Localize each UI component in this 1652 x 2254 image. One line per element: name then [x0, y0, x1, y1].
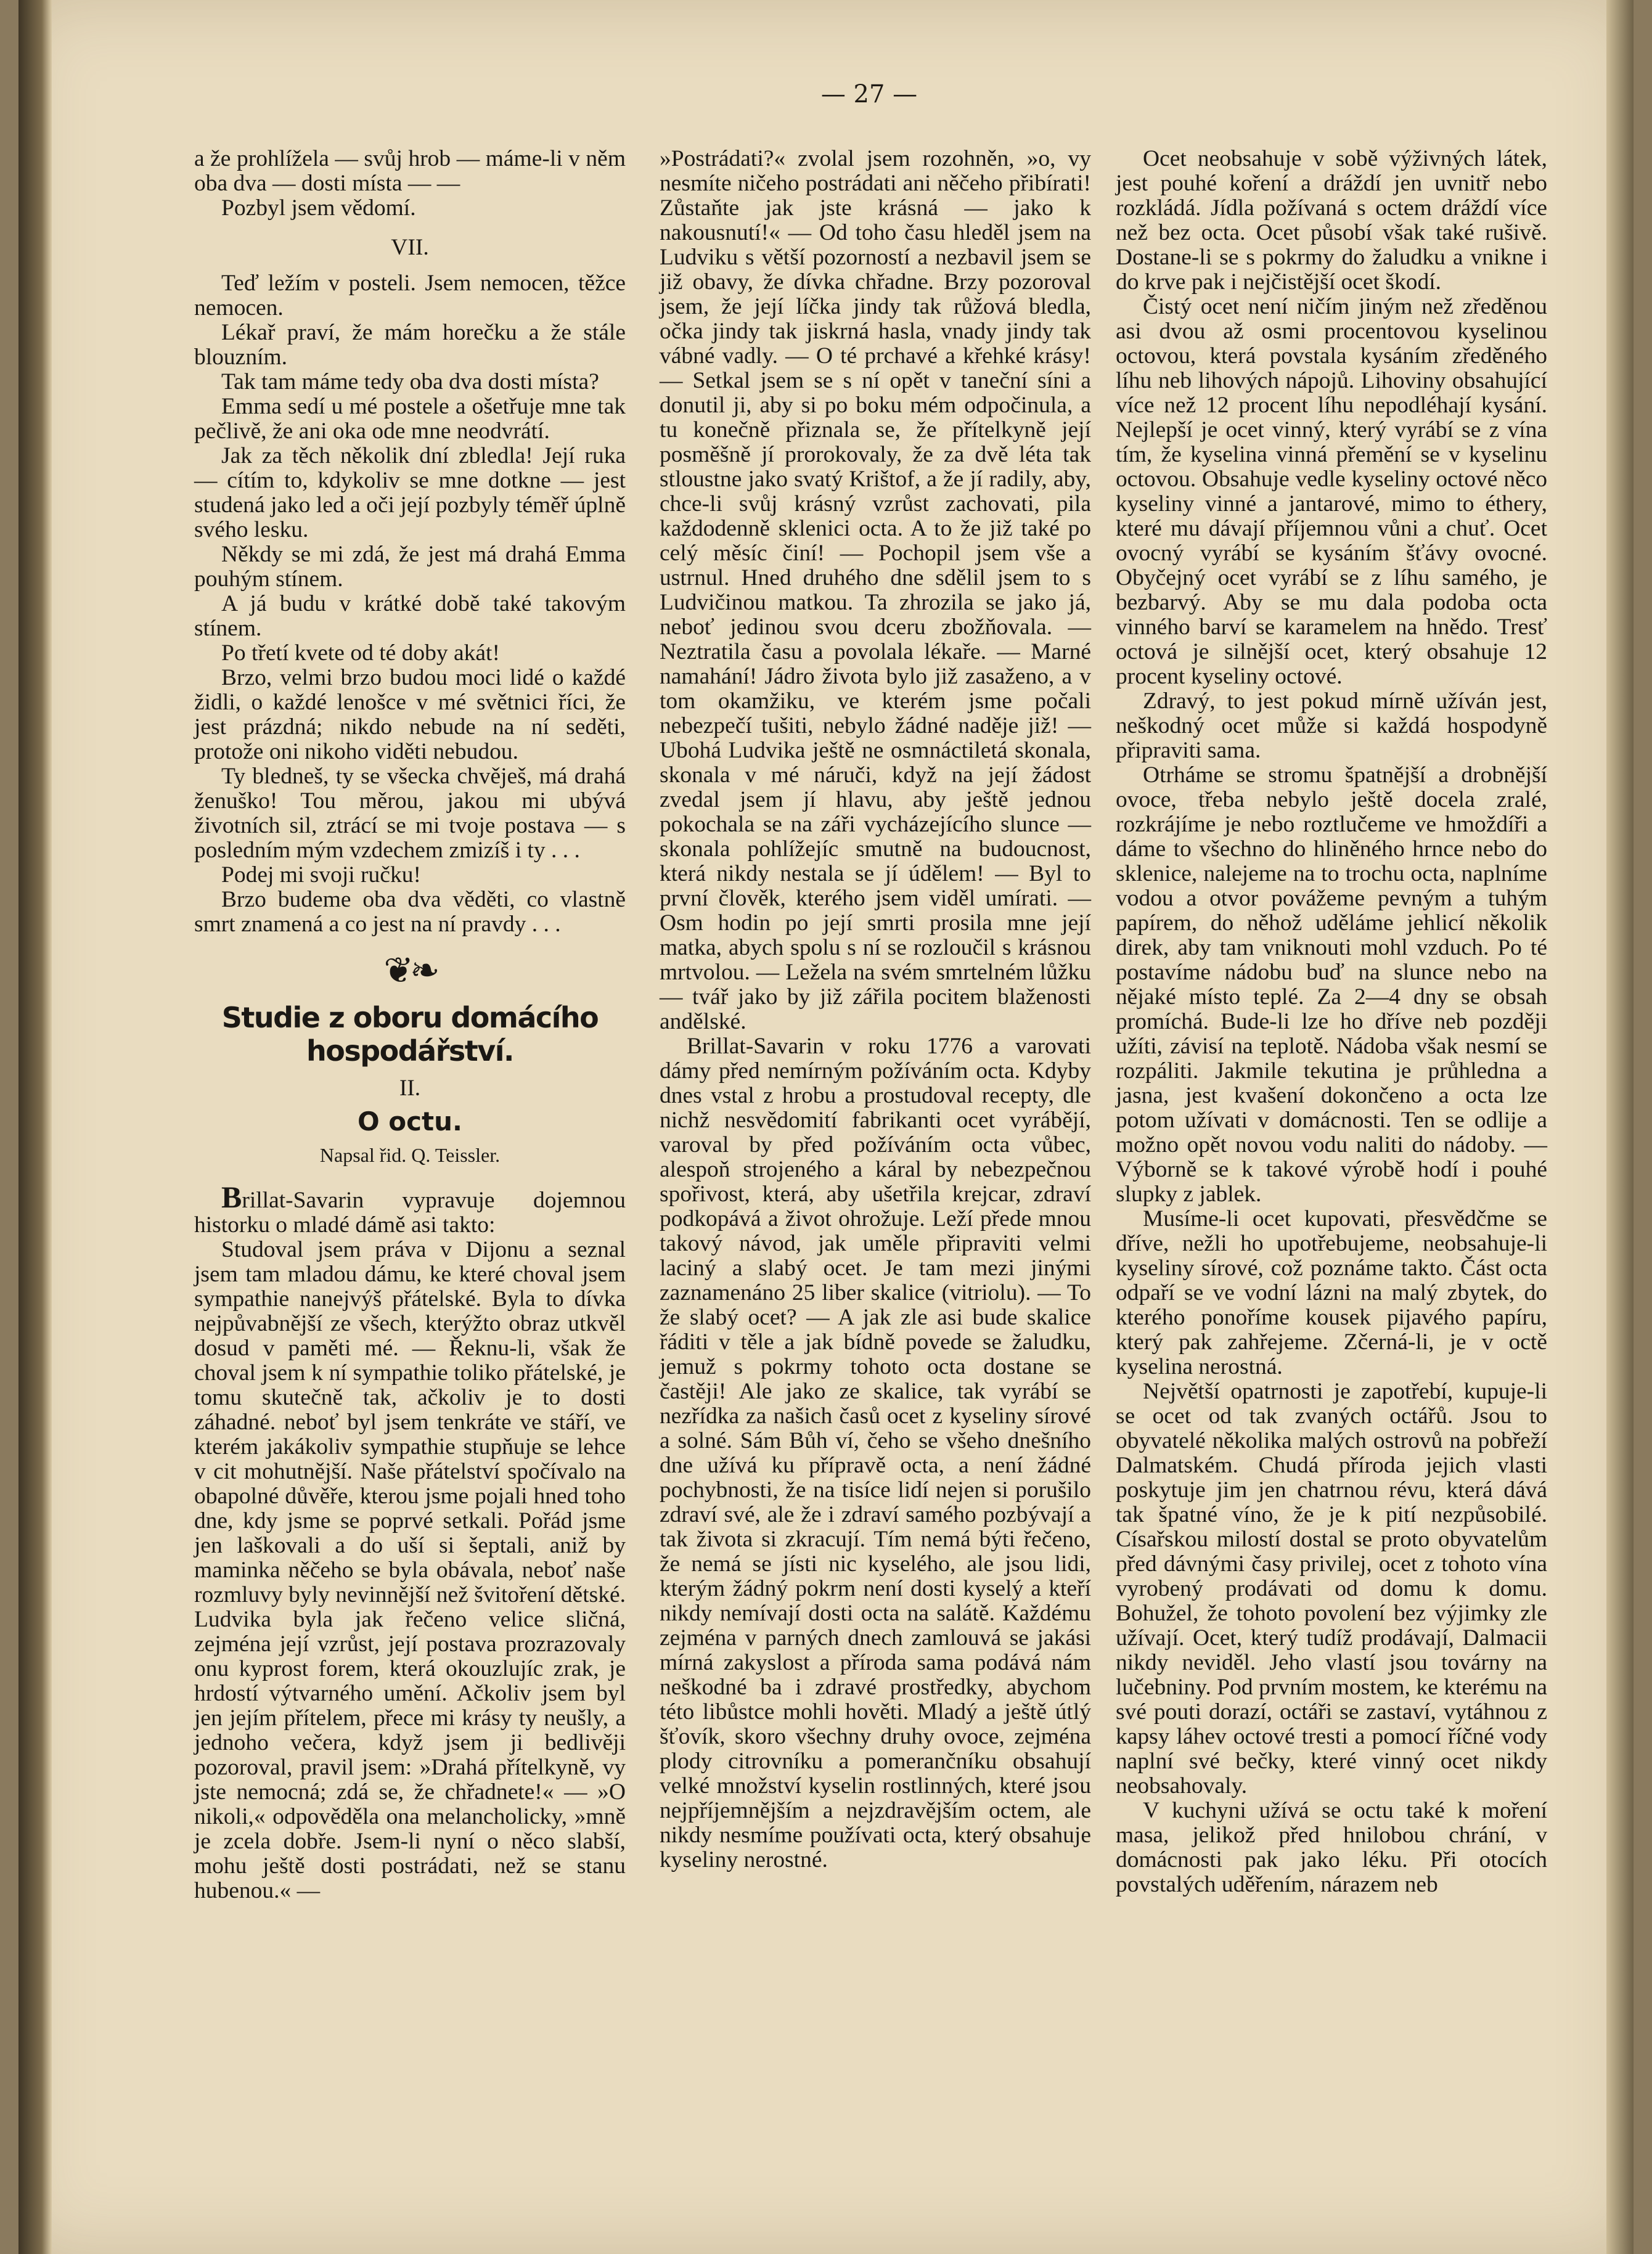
paragraph: Emma sedí u mé postele a ošetřuje mne tak pečlivě, že ani oka ode mne neodvrátí. — [194, 394, 626, 444]
paragraph: Ty bledneš, ty se všecka chvěješ, má drahá ženuško! Tou měrou, jakou mi ubývá životních sil, ztrácí se mi tvoje postava — s posledním mým vzdechem zmizíš i ty . . . — [194, 764, 626, 863]
paragraph: Čistý ocet není ničím jiným než zředěnou asi dvou až osmi procentovou kyselinou octovou, která povstala kysáním zředěného líhu neb lihových nápojů. Lihoviny obsahující více než 12 procent líhu nepodléhají kysání. Nejlepší je ocet vinný, který vyrábí se z vína tím, že kyselina vinná přemění se v kyselinu octovou. Obsahuje vedle kyseliny octové něco kyseliny vinné a jantarové, mimo to éthery, které mu dávají příjemnou vůni a chuť. Ocet ovocný vyrábí se kysáním šťávy ovocné. Obyčejný ocet vyrábí se z líhu samého, je bezbarvý. Aby se mu dala podoba octa vinného barví se karamelem na hnědo. Tresť octová je silnější ocet, který obsahuje 12 procent kyseliny octové. — [1116, 294, 1547, 689]
paragraph: Po třetí kvete od té doby akát! — [221, 640, 500, 666]
paragraph: a že prohlížela — svůj hrob — máme-li v něm oba dva — dosti místa — — — [194, 146, 626, 196]
paragraph: Lékař praví, že mám horečku a že stále blouzním. — [194, 320, 626, 370]
page-binding — [18, 0, 52, 2254]
article-part: II. — [399, 1076, 421, 1101]
paragraph: Podej mi svoji ručku! — [221, 862, 421, 888]
newspaper-page — [18, 0, 1634, 2254]
paragraph: Otrháme se stromu špatnější a drobnější ovoce, třeba nebylo ještě docela zralé, rozkrájíme je nebo roztlučeme ve hmoždíři a dáme to všechno do hliněného hrnce nebo do sklenice, nalejeme na to trochu octa, naplníme vodou a otvor povážeme pevným a tuhým papírem, do něhož uděláme jehlicí několik direk, aby tam vniknouti mohl vzduch. Po té postavíme nádobu buď na slunce nebo na nějaké místo teplé. Za 2—4 dny se obsah promíchá. Bude-li lze ho dříve neb později užíti, závisí na teplotě. Nádoba však nesmí se rozpáliti. Jakmile tekutina je průhledna a jasna, jest kvašení dokončeno a octa lze potom užívati v domácnosti. Ten se odlije a možno opět novou vodu naliti do nádoby. — Výborně se k takové výrobě hodí i pouhé slupky z jablek. — [1116, 762, 1547, 1207]
paragraph: Studoval jsem práva v Dijonu a seznal jsem tam mladou dámu, ke které choval jsem sympathie nanejvýš přátelské. Byla to dívka nejpůvabnější ze všech, kterýžto obraz utkvěl dosud v paměti mé. — Řeknu-li, však že choval jsem k ní sympathie toliko přátelské, je tomu skutečně tak, ačkoliv je to dosti záhadné. neboť byl jsem tenkráte ve stáří, ve kterém jakákoliv sympathie stupňuje se lehce v cit mohutnější. Naše přátelství spočívalo na obapolné důvěře, kterou jsme pojali hned toho dne, kdy jsme se poprvé setkali. Pořád jsme jen laškovali a do uší si šeptali, aniž by maminka něčeho se byla obávala, neboť naše rozmluvy byly nevinnější než švitoření dětské. Ludvika byla jak řečeno velice sličná, zejména její vzrůst, její postava prozrazovaly onu kyprost forem, která okouzlujíc zrak, je hrdostí výtvarného umění. Ačkoliv jsem byl jen jejím přítelem, přece mi krásy ty neušly, a jednoho večera, když jsem ji bedlivěji pozoroval, pravil jsem: »Drahá přítelkyně, vy jste nemocná; zdá se, že chřadnete!« — »O nikoli,« odpověděla ona melancholicky, »mně je zcela dobře. Jsem-li nyní o něco slabší, mohu ještě dosti postrádati, než se stanu hubenou.« — — [194, 1237, 626, 1903]
paragraph: Brillat-Savarin v roku 1776 a varovati dámy před nemírným požíváním octa. Kdyby dnes vstal z hrobu a prostudoval recepty, dle nichž nesvědomití fabrikanti ocet vyrábějí, varoval by před požíváním octa vůbec, alespoň strojeného a káral by nebezpečnou spořivost, která, aby ušetřila krejcar, zdraví podkopává a život ohrožuje. Leží přede mnou takový návod, jak uměle připraviti velmi laciný a slabý ocet. Je tam mezi jinými zaznamenáno 25 liber skalice (vitriolu). — To že slabý ocet? — A jak zle asi bude skalice řáditi v těle a jak bídně povede se žaludku, jemuž s pokrmy tohoto octa dostane se častěji! Ale jako ze skalice, tak vyrábí se nezřídka za našich časů ocet z kyseliny sírové a solné. Sám Bůh ví, čeho se všeho dnešního dne užívá ku přípravě octa, a není žádné pochybnosti, že na tisíce lidí nejen si porušilo zdraví své, ale že i zdraví samého pozbývají a tak života si zkracují. Tím nemá býti řečeno, že nemá se jísti nic kyselého, ale jsou lidi, kterým žádný pokrm není dosti kyselý a kteří nikdy nemívají dosti octa na salátě. Každému zejména v parných dnech zamlouvá se jakási mírná zakyslost a příroda sama podává nám neškodné ba i zdravé prostředky, abychom této libůstce mohli hověti. Mladý a ještě útlý šťovík, skoro všechny druhy ovoce, zejména plody citrovníku a pomerančníku obsahují velké množství kyselin rostlinných, které jsou nejpříjemnějším a nejzdravějším octem, ale nikdy nesmíme používati octa, který obsahuje kyseliny nerostné. — [660, 1034, 1091, 1872]
drop-cap: B — [221, 1180, 242, 1214]
column-3 — [1116, 147, 1547, 1897]
paragraph: Tak tam máme tedy oba dva dosti místa? — [221, 369, 599, 394]
page-number: — 27 — — [820, 80, 918, 108]
column-2 — [660, 147, 1091, 1872]
paragraph: Musíme-li ocet kupovati, přesvědčme se dříve, nežli ho upotřebujeme, neobsahuje-li kyseliny sírové, což poznáme takto. Část octa odpaří se ve vodní lázni na malý zbytek, do kterého ponoříme kousek pijavého papíru, který pak zahřejeme. Zčerná-li, je v octě kyselina nerostná. — [1116, 1206, 1547, 1379]
paragraph: Pozbyl jsem vědomí. — [221, 195, 416, 221]
section-number: VII. — [391, 235, 429, 260]
paragraph: Zdravý, to jest pokud mírně užíván jest, neškodný ocet může si každá hospodyně připraviti sama. — [1116, 688, 1547, 763]
article-title: O octu. — [357, 1106, 462, 1137]
paragraph: Brzo, velmi brzo budou moci lidé o každé židli, o každé lenošce v mé světnici říci, že jest prázdná; nikdo nebude na ní seděti, protože oni nikoho viděti nebudou. — [194, 665, 626, 764]
ornament-icon: ❦❧ — [383, 949, 436, 991]
article-byline: Napsal řid. Q. Teissler. — [319, 1144, 501, 1166]
paragraph: Brzo budeme oba dva věděti, co vlastně smrt znamená a co jest na ní pravdy . . . — [194, 887, 626, 937]
paragraph: Jak za těch několik dní zbledla! Její ruka — cítím to, kdykoliv se mne dotkne — jest studená jako led a oči její pozbyly téměř úplně svého lesku. — [194, 443, 626, 542]
column-1 — [194, 147, 626, 1903]
paragraph-text: rillat-Savarin vypravuje dojemnou historku o mladé dámě asi takto: — [194, 1188, 626, 1238]
paragraph — [194, 1180, 626, 1238]
paragraph: V kuchyni užívá se octu také k moření masa, jelikož před hnilobou chrání, v domácnosti pak jako léku. Při otocích povstalých uděřením, nárazem neb — [1116, 1798, 1547, 1897]
paragraph: »Postrádati?« zvolal jsem rozohněn, »o, vy nesmíte ničeho postrádati ani něčeho přibírati! Zůstaňte jak jste krásná — jako k nakousnutí!« — Od toho času hleděl jsem na Ludviku s větší pozorností a nezbavil jsem se již obavy, že dívka chřadne. Brzy pozoroval jsem, že její líčka jindy tak růžová bledla, očka jindy tak jiskrná hasla, vnady jindy tak vábné vadly. — O té prchavé a křehké krásy! — Setkal jsem se s ní opět v taneční síni a donutil ji, aby si po boku mém odpočinula, a tu konečně přiznala se, že přítelkyně její posměšně jí prorokovaly, že za dvě léta tak stloustne jako svatý Krištof, a že jí radily, aby, chce-li svůj krásný vzrůst zachovati, pila každodenně sklenici octa. A to že již také po celý měsíc činí! — Pochopil jsem vše a ustrnul. Hned druhého dne sdělil jsem to s Ludvičinou matkou. Ta zhrozila se jako já, neboť jedinou svou dceru zbožňovala. — Neztratila času a povolala lékaře. — Marné namahání! Jádro života bylo již zasaženo, a v tom okamžiku, ve kterém jsme počali nebezpečí tušiti, nebylo žádné naděje již! — Ubohá Ludvika ještě ne osmnáctiletá skonala, skonala v mé náruči, když na její žádost zvedal jsem jí hlavu, aby ještě jednou pokochala se na záři vycházejícího slunce — skonala pohlížejíc smutně na budoucnost, která nikdy nestala se jí údělem! — Byl to první člověk, kterého jsem viděl umírati. — Osm hodin po její smrti prosila mne její matka, abych spolu s ní se rozloučil s krásnou mrtvolou. — Ležela na svém smrtelném lůžku — tvář jako by již zářila pocitem blaženosti andělské. — [660, 146, 1091, 1034]
paragraph: Teď ležím v posteli. Jsem nemocen, těžce nemocen. — [194, 271, 626, 321]
page-edge — [1606, 0, 1634, 2254]
paragraph: Ocet neobsahuje v sobě výživných látek, jest pouhé koření a dráždí jen uvnitř nebo rozkládá. Jídla požívaná s octem dráždí více než bez octa. Ocet působí však také rušivě. Dostane-li se s pokrmy do žaludku a vnikne i do krve pak i nejčistější ocet škodí. — [1116, 146, 1547, 295]
paragraph: Někdy se mi zdá, že jest má drahá Emma pouhým stínem. — [194, 542, 626, 592]
article-heading: Studie z oboru domácího hospodářství. — [221, 1001, 599, 1068]
paragraph: A já budu v krátké době také takovým stínem. — [194, 591, 626, 641]
paragraph: Největší opatrnosti je zapotřebí, kupuje-li se ocet od tak zvaných octářů. Jsou to obyvatelé několika malých ostrovů na pobřeží Dalmatském. Chudá příroda jejich vlasti poskytuje jim jen chatrnou révu, která dává tak špatné víno, že je k pití nezpůsobilé. Císařskou milostí dostal se proto obyvatelům před dávnými časy privilej, ocet z tohoto vína vyrobený prodávati od domu k domu. Bohužel, že tohoto povolení bez výjimky zle užívají. Ocet, který tudíž prodávají, Dalmacii nikdy neviděl. Jeho vlastí jsou továrny na lučebniny. Pod prvním mostem, ke kterému na své pouti dorazí, octáři se zastaví, vytáhnou z kapsy láhev octové tresti a pomocí říčné vody naplní své bečky, které vinný ocet nikdy neobsahovaly. — [1116, 1379, 1547, 1799]
